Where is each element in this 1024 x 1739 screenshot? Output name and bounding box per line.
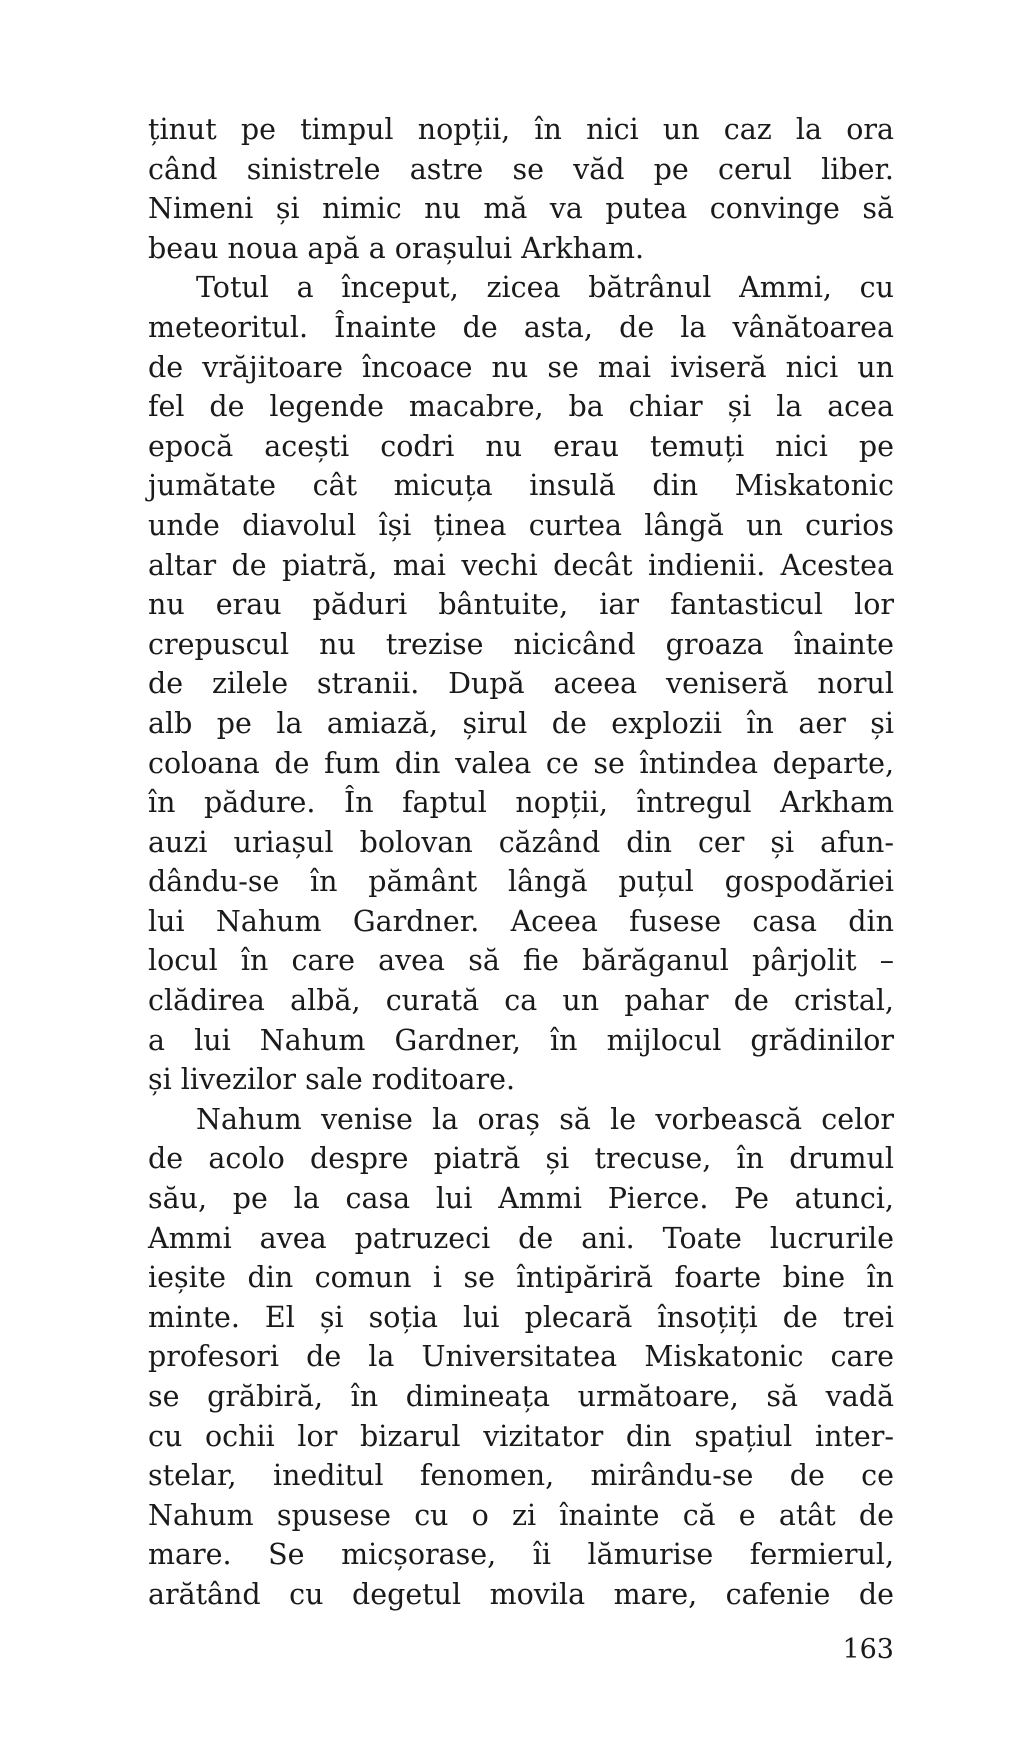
text-line: locul în care avea să fie bărăganul pârjolit – xyxy=(148,944,894,978)
text-line: când sinistrele astre se văd pe cerul liber. xyxy=(148,152,894,186)
text-line: se grăbiră, în dimineața următoare, să vadă xyxy=(148,1380,894,1413)
text-line: nu erau păduri bântuite, iar fantasticul lor xyxy=(148,588,894,622)
text-line: profesori de la Universitatea Miskatonic care xyxy=(148,1340,894,1374)
text-line: lui Nahum Gardner. Aceea fusese casa din xyxy=(148,904,894,938)
text-line: dându-se în pământ lângă puțul gospodăriei xyxy=(148,865,894,899)
page-number: 163 xyxy=(842,1634,894,1665)
text-line: în pădure. În faptul nopții, întregul Arkham xyxy=(148,786,894,820)
text-line: Nimeni și nimic nu mă va putea convinge să xyxy=(148,192,894,226)
text-line: mare. Se micșorase, îi lămurise fermierul, xyxy=(148,1538,894,1572)
body-text xyxy=(148,110,894,1615)
text-line: coloana de fum din valea ce se întindea departe, xyxy=(148,746,894,780)
text-line: clădirea albă, curată ca un pahar de cristal, xyxy=(148,984,894,1018)
text-line: unde diavolul își ținea curtea lângă un curios xyxy=(148,508,894,542)
text-line: minte. El și soția lui plecară însoțiți de trei xyxy=(148,1300,894,1334)
text-line: stelar, ineditul fenomen, mirându-se de ce xyxy=(148,1459,894,1493)
text-line: epocă acești codri nu erau temuți nici pe xyxy=(148,429,894,463)
text-line: altar de piatră, mai vechi decât indienii. Acestea xyxy=(148,548,894,582)
text-line: arătând cu degetul movila mare, cafenie de xyxy=(148,1577,894,1611)
text-line: ținut pe timpul nopții, în nici un caz la ora xyxy=(148,113,894,146)
text-line: auzi uriașul bolovan căzând din cer și afun- xyxy=(148,825,894,859)
text-line: a lui Nahum Gardner, în mijlocul grădinilor xyxy=(148,1023,894,1057)
text-line: Totul a început, zicea bătrânul Ammi, cu xyxy=(196,271,894,305)
text-line: jumătate cât micuța insulă din Miskatonic xyxy=(148,469,894,503)
text-line: alb pe la amiază, șirul de explozii în aer și xyxy=(148,706,894,740)
text-line: și livezilor sale roditoare. xyxy=(148,1063,516,1097)
text-line: fel de legende macabre, ba chiar și la acea xyxy=(148,390,894,424)
text-line: crepuscul nu trezise nicicând groaza înainte xyxy=(148,627,894,661)
text-line: cu ochii lor bizarul vizitator din spațiul inter- xyxy=(148,1419,894,1453)
text-line: de vrăjitoare încoace nu se mai iviseră nici un xyxy=(148,350,894,384)
text-line: meteoritul. Înainte de asta, de la vânătoarea xyxy=(148,310,894,344)
text-line: Nahum spusese cu o zi înainte că e atât de xyxy=(148,1498,894,1532)
text-line: de zilele stranii. După aceea veniseră norul xyxy=(148,667,894,701)
text-line: ieșite din comun i se întipăriră foarte bine în xyxy=(148,1261,894,1295)
text-line: său, pe la casa lui Ammi Pierce. Pe atunci, xyxy=(148,1182,894,1216)
text-line: beau noua apă a orașului Arkham. xyxy=(148,231,645,265)
text-line: Nahum venise la oraș să le vorbească celor xyxy=(196,1102,894,1136)
text-line: Ammi avea patruzeci de ani. Toate lucrurile xyxy=(148,1221,894,1255)
text-line: de acolo despre piatră și trecuse, în drumul xyxy=(148,1142,894,1176)
